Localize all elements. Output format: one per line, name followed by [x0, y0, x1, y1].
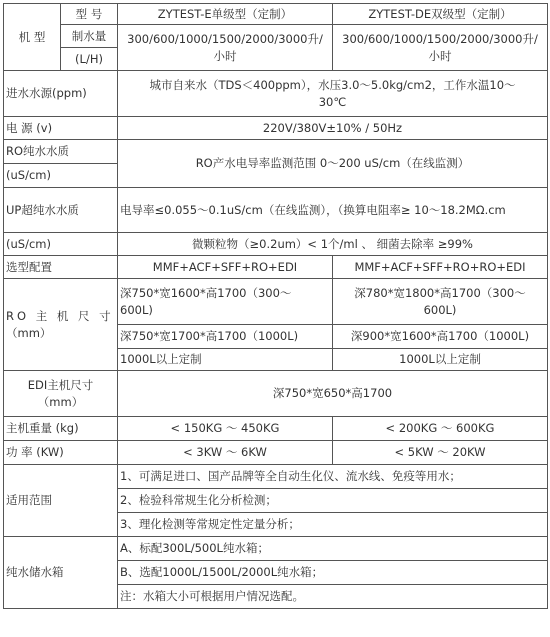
scope-label: 适用范围	[4, 465, 118, 537]
flow-de-cell	[333, 25, 548, 71]
tank-item-1: A、标配300L/500L纯水箱；	[118, 537, 548, 561]
ro-size-e-2: 深750*宽1700*高1700（1000L)	[118, 325, 333, 349]
config-label: 选型配置	[4, 256, 118, 279]
table-row	[4, 140, 548, 164]
ro-size-label-line-1: RO 主 机 尺 寸	[6, 308, 114, 323]
ro-size-e-1	[118, 279, 333, 325]
ro-size-de-2: 深900*宽1600*高1700（1000L)	[333, 325, 548, 349]
ro-size-e-1-line-2: 600L)	[120, 302, 153, 317]
ro-size-de-1	[333, 279, 548, 325]
table-row	[4, 441, 548, 465]
ro-quality-label-2: (uS/cm)	[4, 164, 118, 188]
scope-item-3: 3、理化检测等常规定性定量分析；	[118, 513, 548, 537]
ro-size-de-3: 1000L以上定制	[333, 349, 548, 371]
edi-size-value: 深750*宽650*高1700	[118, 371, 548, 417]
inlet-value	[118, 71, 548, 117]
flow-de-line-2: 小时	[428, 48, 452, 63]
inlet-label: 进水水源(ppm)	[4, 71, 118, 117]
weight-label: 主机重量 (kg)	[4, 417, 118, 441]
edi-size-label-line-2: （mm）	[37, 394, 84, 409]
power-label: 功 率 (KW)	[4, 441, 118, 465]
ro-quality-value: RO产水电导率监测范围 0～200 uS/cm（在线监测）	[118, 140, 548, 188]
ro-size-e-3: 1000L以上定制	[118, 349, 333, 371]
tank-item-2: B、选配1000L/1500L/2000L纯水箱；	[118, 561, 548, 585]
edi-size-label	[4, 371, 118, 417]
table-row	[4, 256, 548, 279]
flow-e-cell	[118, 25, 333, 71]
inlet-value-line-1: 城市自来水（TDS＜400ppm），水压3.0～5.0kg/cm2，工作水温10～	[149, 77, 516, 92]
model-label: 型 号	[61, 4, 118, 25]
table-row	[4, 279, 548, 325]
table-row	[4, 417, 548, 441]
up-quality-label-2: (uS/cm)	[4, 233, 118, 256]
power-de: < 5KW ～ 20KW	[333, 441, 548, 465]
tank-item-3: 注：水箱大小可根据用户情况选配。	[118, 585, 548, 609]
flow-label: 制水量	[61, 25, 118, 48]
flow-e-line-2: 小时	[213, 48, 237, 63]
ro-size-de-1-line-1: 深780*宽1800*高1700（300～	[354, 285, 526, 300]
flow-unit: (L/H)	[61, 48, 118, 71]
spec-table	[3, 3, 548, 609]
table-row	[4, 71, 548, 117]
model-de: ZYTEST-DE双级型（定制）	[333, 4, 548, 25]
edi-size-label-line-1: EDI主机尺寸	[27, 377, 94, 392]
table-row	[4, 117, 548, 140]
up-quality-value-1: 电导率≤0.055～0.1uS/cm（在线监测），（换算电阻率≥ 10～18.2MΩ.cm	[118, 188, 548, 233]
power-supply-value: 220V/380V±10% / 50Hz	[118, 117, 548, 140]
scope-item-2: 2、检验科常规生化分析检测；	[118, 489, 548, 513]
model-group-label: 机 型	[4, 4, 61, 71]
ro-size-e-1-line-1: 深750*宽1600*高1700（300～	[120, 285, 292, 300]
table-row	[4, 4, 548, 25]
power-supply-label: 电 源 (v)	[4, 117, 118, 140]
up-quality-label-1: UP超纯水水质	[4, 188, 118, 233]
weight-e: < 150KG ～ 450KG	[118, 417, 333, 441]
ro-quality-label-1: RO纯水水质	[4, 140, 118, 164]
flow-e-line-1: 300/600/1000/1500/2000/3000升/	[127, 31, 323, 46]
weight-de: < 200KG ～ 600KG	[333, 417, 548, 441]
table-row	[4, 537, 548, 561]
table-row	[4, 233, 548, 256]
up-quality-value-2: 微颗粒物（≥0.2um）< 1个/ml 、 细菌去除率 ≥99%	[118, 233, 548, 256]
inlet-value-line-2: 30℃	[318, 94, 347, 109]
ro-size-label-line-2: （mm）	[6, 325, 52, 340]
ro-size-de-1-line-2: 600L)	[423, 302, 457, 317]
tank-label: 纯水储水箱	[4, 537, 118, 609]
scope-item-1: 1、可满足进口、国产品牌等全自动生化仪、流水线、免疫等用水；	[118, 465, 548, 489]
model-e: ZYTEST-E单级型（定制）	[118, 4, 333, 25]
flow-de-line-1: 300/600/1000/1500/2000/3000升/	[342, 31, 538, 46]
table-row	[4, 188, 548, 233]
table-row	[4, 371, 548, 417]
power-e: < 3KW ～ 6KW	[118, 441, 333, 465]
config-de: MMF+ACF+SFF+RO+RO+EDI	[333, 256, 548, 279]
ro-size-label	[4, 279, 118, 371]
config-e: MMF+ACF+SFF+RO+EDI	[118, 256, 333, 279]
table-row	[4, 465, 548, 489]
table-row	[4, 25, 548, 48]
